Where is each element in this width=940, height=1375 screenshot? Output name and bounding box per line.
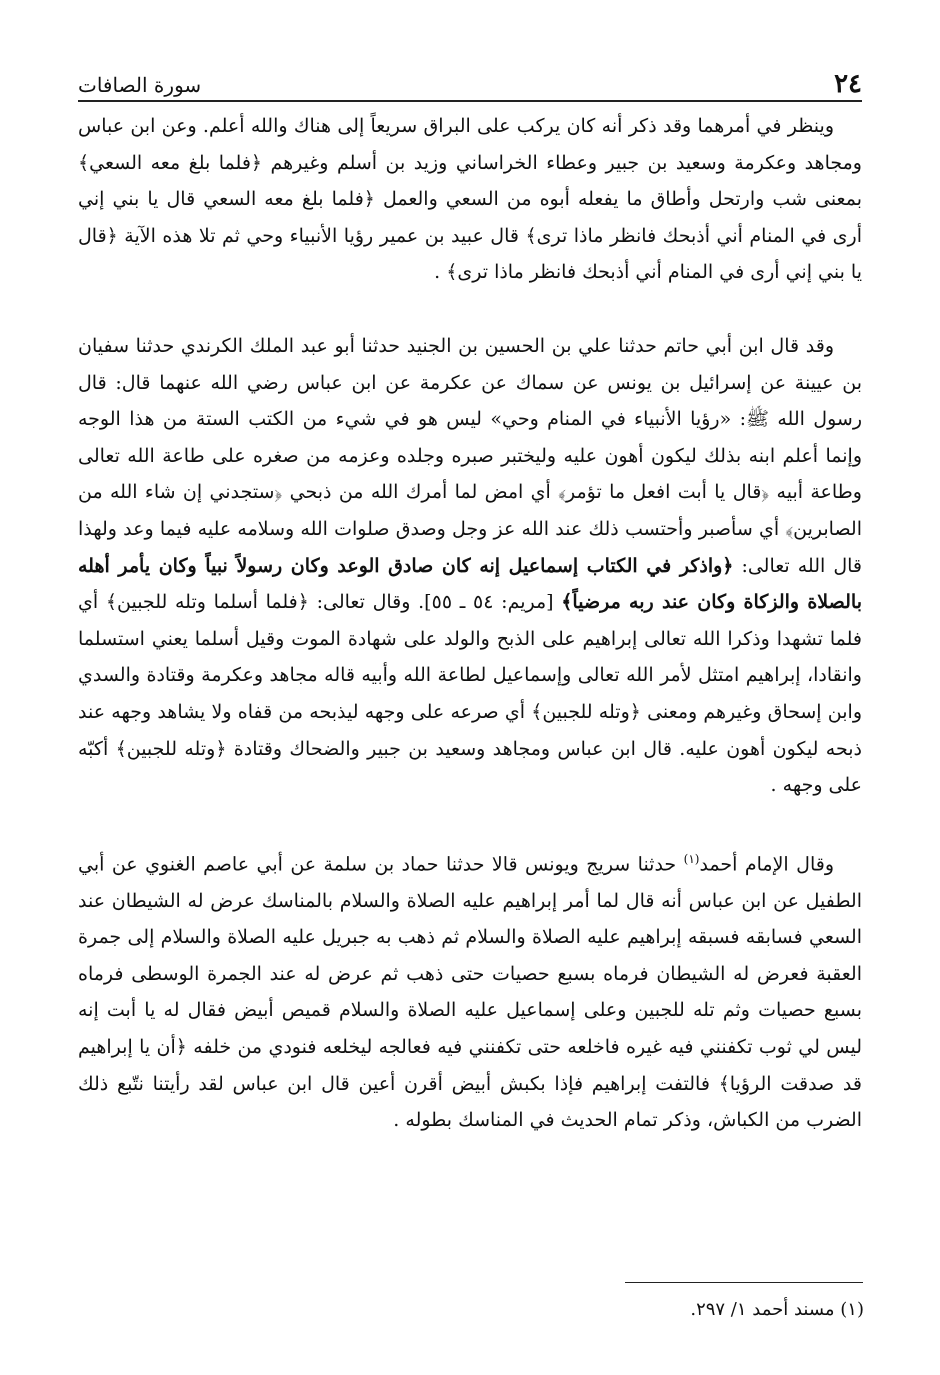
paragraph-3: [78, 841, 862, 1139]
paragraph-2-bold-quote: ﴿واذكر في الكتاب إسماعيل إنه كان صادق الوعد وكان رسولاً نبياً وكان يأمر أهله بالصلاة والزكاة وكان عند ربه مرضياً﴾: [78, 554, 862, 614]
page-header: [78, 64, 862, 98]
paragraph-3-text-cont: حدثنا سريج ويونس قالا حدثنا حماد بن سلمة عن أبي عاصم الغنوي عن أبي الطفيل عن ابن عباس أنه قال لما أمر إبراهيم عليه الصلاة والسلام بالمناسك عرض له الشيطان عند السعي فسابقه فسبقه إبراهيم عليه الصلاة والسلام ثم ذهب به جبريل عليه الصلاة والسلام إلى جمرة العقبة فعرض له الشيطان فرماه بسبع حصيات حتى ذهب ثم عرض له عند الجمرة الوسطى فرماه بسبع حصيات وثم تله للجبين وعلى إسماعيل عليه الصلاة والسلام قميص أبيض فقال له يا أبت إنه ليس لي ثوب تكفنني فيه غيره فاخلعه حتى تكفنني فيه فعالجه ليخلعه فنودي من خلفه ﴿أن يا إبراهيم قد صدقت الرؤيا﴾ فالتفت إبراهيم فإذا بكبش أبيض أقرن أعين قال ابن عباس لقد رأيتنا نتّبع ذلك الضرب من الكباش، وذكر تمام الحديث في المناسك بطوله .: [78, 853, 862, 1132]
footnote-divider: [625, 1282, 863, 1283]
paragraph-1: وينظر في أمرهما وقد ذكر أنه كان يركب على البراق سريعاً إلى هناك والله أعلم. وعن ابن عباس ومجاهد وعكرمة وسعيد بن جبير وعطاء الخراساني وزيد بن أسلم وغيرهم ﴿فلما بلغ معه السعي﴾ بمعنى شب وارتحل وأطاق ما يفعله أبوه من السعي والعمل ﴿فلما بلغ معه السعي قال يا بني إني أرى في المنام أني أذبحك فانظر ماذا ترى﴾ قال عبيد بن عمير رؤيا الأنبياء وحي ثم تلا هذه الآية ﴿قال يا بني إني أرى في المنام أني أذبحك فانظر ماذا ترى﴾ .: [78, 115, 862, 284]
paragraph-3-text: وقال الإمام أحمد: [699, 853, 834, 876]
paragraph-gap: [78, 804, 862, 841]
header-divider: [78, 100, 862, 102]
paragraph-gap: [78, 291, 862, 328]
page-body: [78, 108, 862, 1139]
paragraph-2: [78, 328, 862, 804]
surah-title: سورة الصافات: [78, 73, 202, 97]
paragraph-2-text: وقد قال ابن أبي حاتم حدثنا علي بن الحسين بن الجنيد حدثنا أبو عبد الملك الكرندي حدثنا سفيان بن عيينة عن إسرائيل بن يونس عن سماك عن عكرمة عن ابن عباس رضي الله عنهما قال: قال رسول الله ﷺ: «رؤيا الأنبياء في المنام وحي» ليس هو في شيء من الكتب الستة من هذا الوجه وإنما أعلم ابنه بذلك ليكون أهون عليه وليختبر صبره وجلده وعزمه من صغره على طاعة الله تعالى وطاعة أبيه ﴿قال يا أبت افعل ما تؤمر﴾ أي امض لما أمرك الله من ذبحي ﴿ستجدني إن شاء الله من الصابرين﴾ أي سأصبر وأحتسب ذلك عند الله عز وجل وصدق صلوات الله وسلامه عليه فيما وعد ولهذا قال الله تعالى:: [78, 334, 862, 577]
page-number: ٢٤: [834, 69, 862, 99]
footnote: (١) مسند أحمد ١/ ٢٩٧.: [690, 1299, 864, 1320]
paragraph-2-text-cont: [مريم: ٥٤ ـ ٥٥]. وقال تعالى: ﴿فلما أسلما وتله للجبين﴾ أي فلما تشهدا وذكرا الله تعالى إبراهيم على الذبح والولد على شهادة الموت وقيل أسلما يعني استسلما وانقادا، إبراهيم امتثل لأمر الله تعالى وإسماعيل لطاعة الله وأبيه قاله مجاهد وعكرمة وقتادة والسدي وابن إسحاق وغيرهم ومعنى ﴿وتله للجبين﴾ أي صرعه على وجهه ليذبحه من قفاه ولا يشاهد وجهه عند ذبحه ليكون أهون عليه. قال ابن عباس ومجاهد وسعيد بن جبير والضحاك وقتادة ﴿وتله للجبين﴾ أكبّه على وجهه .: [78, 591, 862, 797]
footnote-reference: (١): [683, 851, 700, 866]
